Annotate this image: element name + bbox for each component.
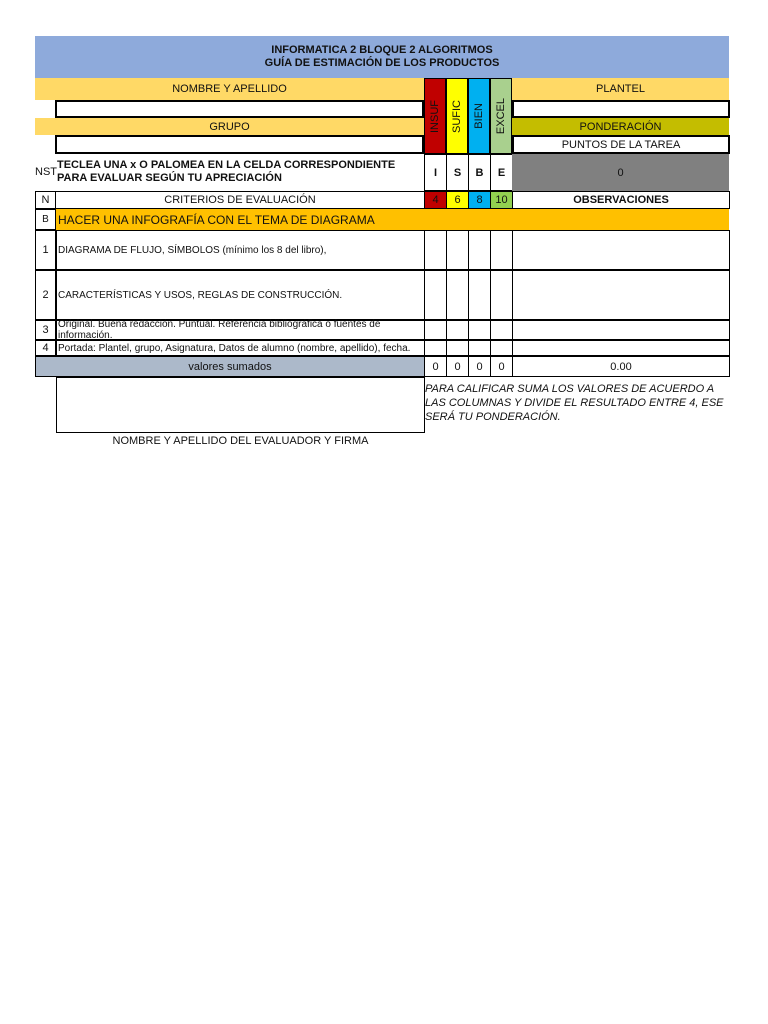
nst-label: NST bbox=[35, 166, 57, 178]
points-sufic: 6 bbox=[446, 191, 469, 209]
criteria-number: 1 bbox=[35, 230, 56, 270]
title-line-1: INFORMATICA 2 BLOQUE 2 ALGORITMOS bbox=[271, 44, 493, 56]
rating-cell-bien[interactable] bbox=[468, 270, 491, 320]
observaciones-cell[interactable] bbox=[512, 270, 730, 320]
rating-cell-excel[interactable] bbox=[490, 230, 513, 270]
observaciones-cell[interactable] bbox=[512, 230, 730, 270]
criteria-text: CARACTERÍSTICAS Y USOS, REGLAS DE CONSTRUCCIÓN. bbox=[56, 270, 425, 320]
rating-cell-insuf[interactable] bbox=[424, 270, 447, 320]
evaluador-label: NOMBRE Y APELLIDO DEL EVALUADOR Y FIRMA bbox=[112, 435, 369, 447]
sum-bien: 0 bbox=[468, 356, 491, 377]
grupo-label: GRUPO bbox=[35, 118, 424, 135]
total-value: 0.00 bbox=[512, 356, 730, 377]
puntos-value: 0 bbox=[512, 154, 729, 191]
letter-e: E bbox=[490, 154, 513, 191]
observaciones-header: OBSERVACIONES bbox=[512, 191, 730, 209]
rating-cell-sufic[interactable] bbox=[446, 320, 469, 340]
rating-cell-bien[interactable] bbox=[468, 230, 491, 270]
rating-cell-bien[interactable] bbox=[468, 340, 491, 356]
nota-text: PARA CALIFICAR SUMA LOS VALORES DE ACUERDO A LAS COLUMNAS Y DIVIDE EL RESULTADO ENTRE 4, ESE SERÁ TU PONDERACIÓN. bbox=[425, 383, 724, 423]
evaluador-box[interactable] bbox=[56, 377, 425, 433]
rating-cell-excel[interactable] bbox=[490, 340, 513, 356]
rating-cell-sufic[interactable] bbox=[446, 270, 469, 320]
plantel-label: PLANTEL bbox=[512, 78, 729, 100]
rating-cell-excel[interactable] bbox=[490, 320, 513, 340]
rating-cell-insuf[interactable] bbox=[424, 320, 447, 340]
criteria-text: Portada: Plantel, grupo, Asignatura, Datos de alumno (nombre, apellido), fecha. bbox=[56, 340, 425, 356]
observaciones-cell[interactable] bbox=[512, 320, 730, 340]
scale-header-insuf: INSUF bbox=[424, 78, 446, 154]
ponderacion-label: PONDERACIÓN bbox=[512, 118, 729, 135]
rating-cell-bien[interactable] bbox=[468, 320, 491, 340]
criteria-number: 2 bbox=[35, 270, 56, 320]
criteria-text: Original. Buena redacción. Puntual. Referencia bibliográfica o fuentes de información. bbox=[56, 320, 425, 340]
criteria-text: DIAGRAMA DE FLUJO, SÍMBOLOS (mínimo los 8 del libro), bbox=[56, 230, 425, 270]
rating-cell-excel[interactable] bbox=[490, 270, 513, 320]
rating-cell-insuf[interactable] bbox=[424, 340, 447, 356]
rating-cell-sufic[interactable] bbox=[446, 340, 469, 356]
title-banner bbox=[35, 36, 729, 78]
grupo-input[interactable] bbox=[55, 135, 424, 154]
criterios-header: CRITERIOS DE EVALUACIÓN bbox=[56, 191, 424, 209]
section-title: HACER UNA INFOGRAFÍA CON EL TEMA DE DIAGRAMA bbox=[56, 209, 729, 230]
nombre-input[interactable] bbox=[55, 100, 424, 118]
sum-insuf: 0 bbox=[424, 356, 447, 377]
scale-header-bien: BIEN bbox=[468, 78, 490, 154]
sum-excel: 0 bbox=[490, 356, 513, 377]
letter-s: S bbox=[446, 154, 469, 191]
n-header: N bbox=[35, 191, 56, 209]
title-line-2: GUÍA DE ESTIMACIÓN DE LOS PRODUCTOS bbox=[264, 57, 500, 69]
points-insuf: 4 bbox=[424, 191, 447, 209]
observaciones-cell[interactable] bbox=[512, 340, 730, 356]
plantel-input[interactable] bbox=[512, 100, 730, 118]
rating-cell-sufic[interactable] bbox=[446, 230, 469, 270]
criteria-number: 3 bbox=[35, 320, 56, 340]
points-bien: 8 bbox=[468, 191, 491, 209]
scale-header-sufic: SUFIC bbox=[446, 78, 468, 154]
letter-i: I bbox=[424, 154, 447, 191]
points-excel: 10 bbox=[490, 191, 513, 209]
puntos-label: PUNTOS DE LA TAREA bbox=[512, 135, 730, 154]
b-label: B bbox=[35, 209, 56, 230]
rating-cell-insuf[interactable] bbox=[424, 230, 447, 270]
nombre-label: NOMBRE Y APELLIDO bbox=[35, 78, 424, 100]
scale-header-excel: EXCEL bbox=[490, 78, 512, 154]
instruction-text: TECLEA UNA x O PALOMEA EN LA CELDA CORRESPONDIENTE PARA EVALUAR SEGÚN TU APRECIACIÓN bbox=[57, 159, 396, 184]
letter-b: B bbox=[468, 154, 491, 191]
valores-sumados-label: valores sumados bbox=[35, 356, 425, 377]
sum-sufic: 0 bbox=[446, 356, 469, 377]
criteria-number: 4 bbox=[35, 340, 56, 356]
